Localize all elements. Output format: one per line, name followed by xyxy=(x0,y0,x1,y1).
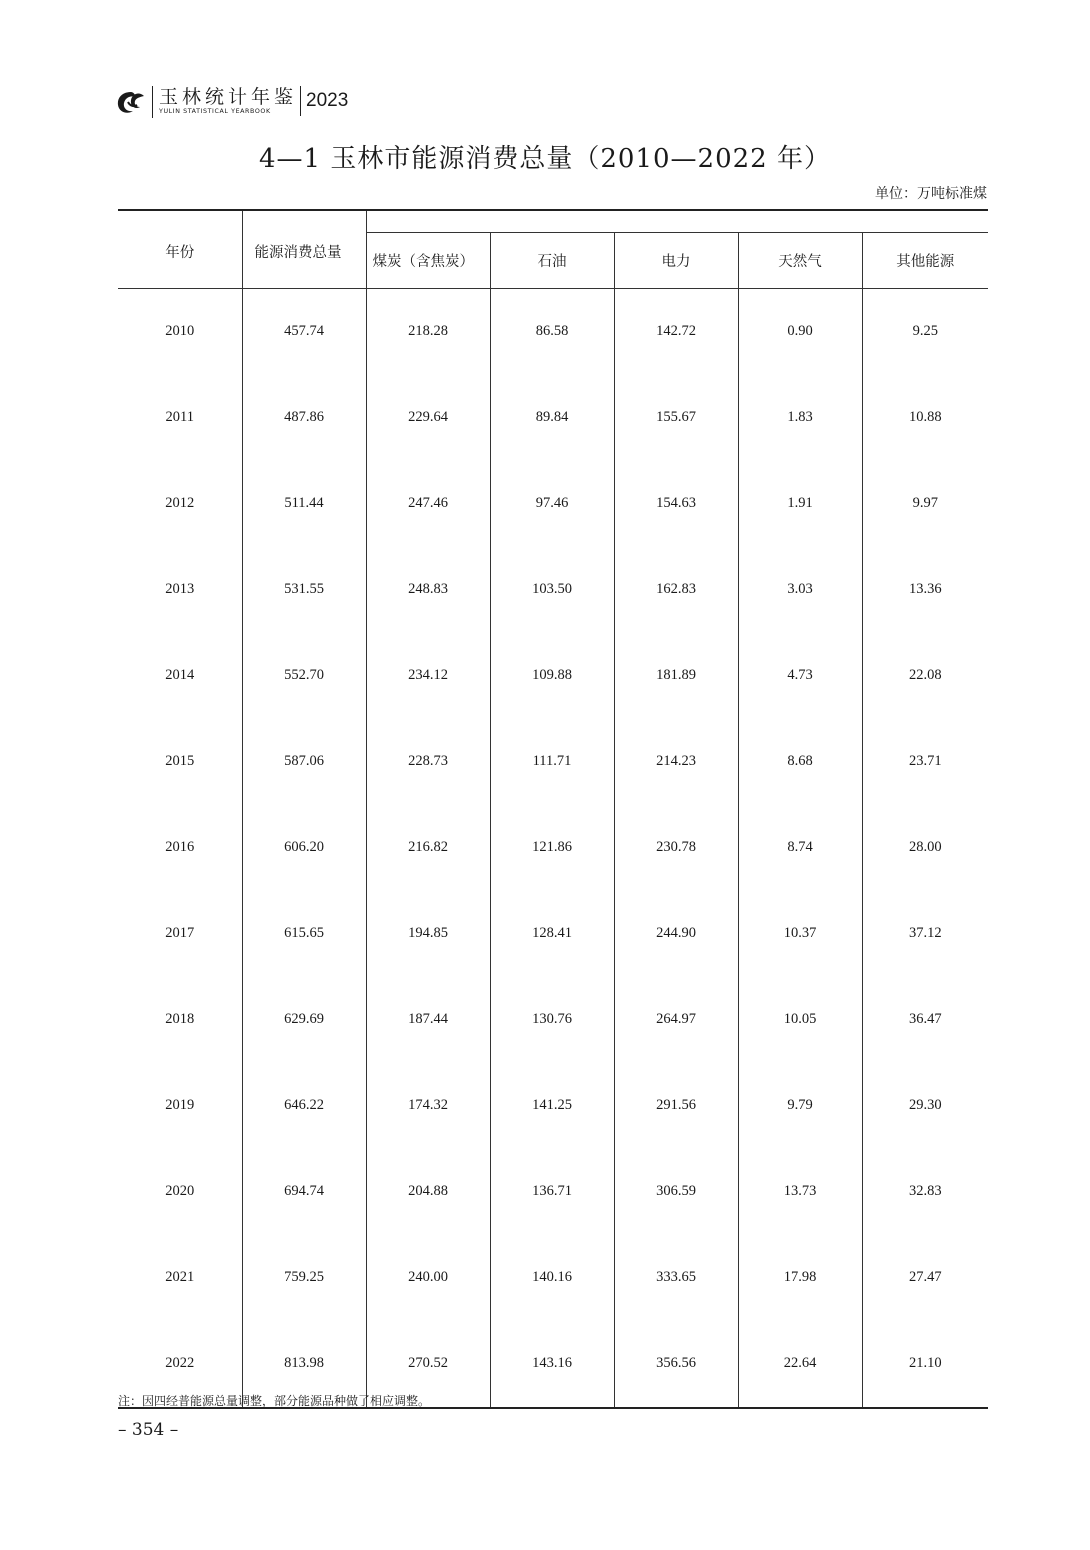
cell-total: 487.86 xyxy=(242,375,366,461)
cell-electricity: 230.78 xyxy=(614,805,738,891)
cell-oil: 97.46 xyxy=(490,461,614,547)
cell-other: 13.36 xyxy=(862,547,988,633)
cell-coal: 229.64 xyxy=(366,375,490,461)
cell-gas: 1.83 xyxy=(738,375,862,461)
cell-other: 9.97 xyxy=(862,461,988,547)
cell-gas: 3.03 xyxy=(738,547,862,633)
table-row xyxy=(118,1063,988,1149)
cell-total: 587.06 xyxy=(242,719,366,805)
cell-oil: 86.58 xyxy=(490,288,614,375)
cell-total: 629.69 xyxy=(242,977,366,1063)
table-note: 注：因四经普能源总量调整，部分能源品种做了相应调整。 xyxy=(118,1394,431,1408)
cell-year: 2019 xyxy=(165,1097,195,1113)
cell-year: 2021 xyxy=(165,1269,195,1285)
cell-total: 457.74 xyxy=(242,288,366,375)
cell-gas: 13.73 xyxy=(738,1149,862,1235)
cell-electricity: 264.97 xyxy=(614,977,738,1063)
cell-other: 37.12 xyxy=(862,891,988,977)
table-row xyxy=(118,805,988,891)
table-row xyxy=(118,288,988,375)
cell-other: 28.00 xyxy=(862,805,988,891)
cell-oil: 103.50 xyxy=(490,547,614,633)
cell-other: 10.88 xyxy=(862,375,988,461)
cell-electricity: 306.59 xyxy=(614,1149,738,1235)
edition-year: 2023 xyxy=(300,86,348,116)
cell-coal: 187.44 xyxy=(366,977,490,1063)
col-header-gas: 天然气 xyxy=(738,232,862,288)
cell-electricity: 142.72 xyxy=(614,288,738,375)
cell-gas: 10.37 xyxy=(738,891,862,977)
cell-electricity: 333.65 xyxy=(614,1235,738,1321)
cell-electricity: 214.23 xyxy=(614,719,738,805)
cell-gas: 1.91 xyxy=(738,461,862,547)
col-header-coal: 煤炭（含焦炭） xyxy=(366,232,490,288)
cell-other: 29.30 xyxy=(862,1063,988,1149)
cell-gas: 4.73 xyxy=(738,633,862,719)
table-row xyxy=(118,633,988,719)
cell-coal: 194.85 xyxy=(366,891,490,977)
yearbook-name-en: YULIN STATISTICAL YEARBOOK xyxy=(159,108,271,115)
cell-coal: 228.73 xyxy=(366,719,490,805)
cell-oil: 109.88 xyxy=(490,633,614,719)
cell-oil: 121.86 xyxy=(490,805,614,891)
cell-gas: 10.05 xyxy=(738,977,862,1063)
cell-gas: 8.68 xyxy=(738,719,862,805)
cell-other: 21.10 xyxy=(862,1321,988,1408)
col-header-electricity: 电力 xyxy=(614,232,738,288)
cell-year: 2011 xyxy=(165,409,194,425)
cell-coal: 234.12 xyxy=(366,633,490,719)
cell-total: 813.98 xyxy=(242,1321,366,1408)
col-header-total: 能源消费总量 xyxy=(242,210,366,288)
cell-year: 2018 xyxy=(165,1011,195,1027)
cell-oil: 141.25 xyxy=(490,1063,614,1149)
energy-table xyxy=(118,209,988,1409)
table-row xyxy=(118,1235,988,1321)
cell-oil: 136.71 xyxy=(490,1149,614,1235)
yearbook-name-cn: 玉林统计年鉴 xyxy=(159,86,298,108)
cell-total: 759.25 xyxy=(242,1235,366,1321)
table-row xyxy=(118,891,988,977)
cell-other: 27.47 xyxy=(862,1235,988,1321)
cell-gas: 17.98 xyxy=(738,1235,862,1321)
cell-electricity: 162.83 xyxy=(614,547,738,633)
cell-oil: 89.84 xyxy=(490,375,614,461)
cell-electricity: 244.90 xyxy=(614,891,738,977)
cell-other: 22.08 xyxy=(862,633,988,719)
cell-oil: 143.16 xyxy=(490,1321,614,1408)
cell-coal: 174.32 xyxy=(366,1063,490,1149)
yearbook-logo-icon xyxy=(114,88,148,118)
cell-coal: 240.00 xyxy=(366,1235,490,1321)
cell-coal: 247.46 xyxy=(366,461,490,547)
cell-year: 2010 xyxy=(165,323,195,339)
cell-other: 32.83 xyxy=(862,1149,988,1235)
table-row xyxy=(118,547,988,633)
cell-total: 615.65 xyxy=(242,891,366,977)
col-header-oil: 石油 xyxy=(490,232,614,288)
cell-oil: 140.16 xyxy=(490,1235,614,1321)
cell-total: 552.70 xyxy=(242,633,366,719)
cell-oil: 128.41 xyxy=(490,891,614,977)
cell-year: 2013 xyxy=(165,581,195,597)
col-header-other: 其他能源 xyxy=(862,232,988,288)
cell-gas: 9.79 xyxy=(738,1063,862,1149)
col-header-year: 年份 xyxy=(165,245,195,261)
cell-total: 646.22 xyxy=(242,1063,366,1149)
page-number: – 354 – xyxy=(118,1420,179,1440)
table-row xyxy=(118,375,988,461)
table-title: 4—1 玉林市能源消费总量（2010—2022 年） xyxy=(259,144,831,174)
cell-year: 2017 xyxy=(165,925,195,941)
cell-electricity: 154.63 xyxy=(614,461,738,547)
cell-year: 2014 xyxy=(165,667,195,683)
cell-electricity: 181.89 xyxy=(614,633,738,719)
cell-gas: 22.64 xyxy=(738,1321,862,1408)
table-body xyxy=(118,288,988,1408)
yearbook-name xyxy=(152,86,297,118)
cell-total: 511.44 xyxy=(242,461,366,547)
cell-oil: 130.76 xyxy=(490,977,614,1063)
table-row xyxy=(118,977,988,1063)
unit-label: 单位：万吨标准煤 xyxy=(875,186,987,202)
cell-other: 9.25 xyxy=(862,288,988,375)
cell-other: 23.71 xyxy=(862,719,988,805)
cell-coal: 216.82 xyxy=(366,805,490,891)
table-row xyxy=(118,461,988,547)
col-header-breakdown-spacer xyxy=(366,210,988,232)
cell-oil: 111.71 xyxy=(490,719,614,805)
cell-electricity: 155.67 xyxy=(614,375,738,461)
cell-coal: 218.28 xyxy=(366,288,490,375)
cell-year: 2020 xyxy=(165,1183,195,1199)
cell-electricity: 291.56 xyxy=(614,1063,738,1149)
cell-total: 531.55 xyxy=(242,547,366,633)
cell-year: 2022 xyxy=(165,1355,195,1371)
cell-electricity: 356.56 xyxy=(614,1321,738,1408)
cell-total: 694.74 xyxy=(242,1149,366,1235)
cell-year: 2012 xyxy=(165,495,195,511)
table-row xyxy=(118,719,988,805)
cell-year: 2016 xyxy=(165,839,195,855)
cell-coal: 270.52 xyxy=(366,1321,490,1408)
cell-coal: 204.88 xyxy=(366,1149,490,1235)
cell-other: 36.47 xyxy=(862,977,988,1063)
cell-year: 2015 xyxy=(165,753,195,769)
cell-gas: 8.74 xyxy=(738,805,862,891)
cell-gas: 0.90 xyxy=(738,288,862,375)
cell-coal: 248.83 xyxy=(366,547,490,633)
table-row xyxy=(118,1149,988,1235)
cell-total: 606.20 xyxy=(242,805,366,891)
